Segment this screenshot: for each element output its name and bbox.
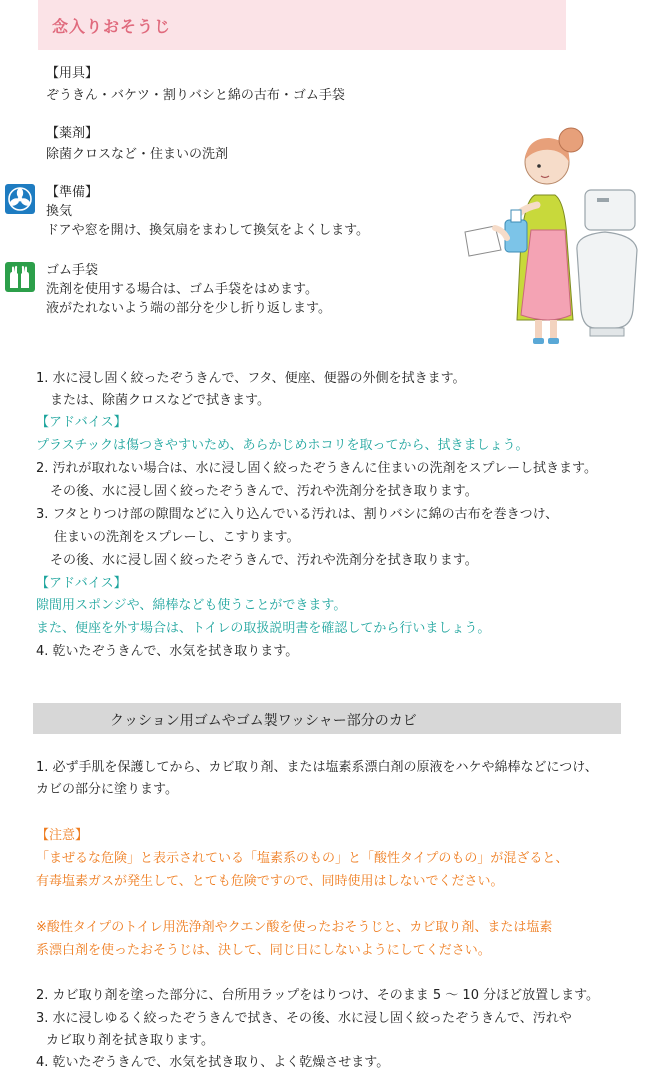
step-3a: 3. フタとりつけ部の隙間などに入り込んでいる汚れは、割りバシに綿の古布を巻きつけ、 [36,507,559,522]
mold-step-3a: 3. 水に浸しゆるく絞ったぞうきんで拭き、その後、水に浸し固く絞ったぞうきんで、汚れや [36,1011,572,1026]
gloves-title: ゴム手袋 [46,263,99,278]
advice-1-heading: 【アドバイス】 [36,415,127,430]
mold-step-3b: カビ取り剤を拭き取ります。 [46,1033,214,1048]
chemicals-items: 除菌クロスなど・住まいの洗剤 [46,147,229,162]
note-text-2: 系漂白剤を使ったおそうじは、決して、同じ日にしないようにしてください。 [36,943,491,958]
step-2a: 2. 汚れが取れない場合は、水に浸し固く絞ったぞうきんに住まいの洗剤をスプレーし拭きます。 [36,461,597,476]
gloves-text-1: 洗剤を使用する場合は、ゴム手袋をはめます。 [46,282,318,297]
section-title: クッション用ゴムやゴム製ワッシャー部分のカビ [110,713,417,729]
preparation-heading: 【準備】 [46,185,99,200]
advice-2-text-2: また、便座を外す場合は、トイレの取扱説明書を確認してから行いましょう。 [36,621,491,636]
caution-text-1: 「まぜるな危険」と表示されている「塩素系のもの」と「酸性タイプのもの」が混ざると、 [36,851,569,866]
mold-step-1b: カビの部分に塗ります。 [36,782,178,797]
step-4: 4. 乾いたぞうきんで、水気を拭き取ります。 [36,644,299,659]
caution-text-2: 有毒塩素ガスが発生して、とても危険ですので、同時使用はしないでください。 [36,874,504,889]
step-2b: その後、水に浸し固く絞ったぞうきんで、汚れや洗剤分を拭き取ります。 [50,484,478,499]
rubber-gloves-icon [5,262,35,292]
mold-step-1a: 1. 必ず手肌を保護してから、カビ取り剤、または塩素系漂白剤の原液をハケや綿棒などにつけ、 [36,760,598,775]
advice-2-text-1: 隙間用スポンジや、綿棒なども使うことができます。 [36,598,347,613]
ventilation-fan-icon [5,184,35,214]
step-3c: その後、水に浸し固く絞ったぞうきんで、汚れや洗剤分を拭き取ります。 [50,553,478,568]
advice-1-text: プラスチックは傷つきやすいため、あらかじめホコリを取ってから、拭きましょう。 [36,438,529,453]
step-1b: または、除菌クロスなどで拭きます。 [50,393,270,408]
caution-heading: 【注意】 [36,828,89,843]
note-text-1: ※酸性タイプのトイレ用洗浄剤やクエン酸を使ったおそうじと、カビ取り剤、または塩素 [36,920,553,935]
mold-step-2: 2. カビ取り剤を塗った部分に、台所用ラップをはりつけ、そのまま 5 ～ 10 分ほど放置します。 [36,988,600,1003]
page-title: 念入りおそうじ [52,17,172,36]
tools-heading: 【用具】 [46,66,99,81]
chemicals-heading: 【薬剤】 [46,126,99,141]
ventilation-title: 換気 [46,204,73,219]
advice-2-heading: 【アドバイス】 [36,576,127,591]
step-3b: 住まいの洗剤をスプレーし、こすります。 [54,530,300,545]
ventilation-text: ドアや窓を開け、換気扇をまわして換気をよくします。 [46,223,370,238]
gloves-text-2: 液がたれないよう端の部分を少し折り返します。 [46,301,331,316]
step-1a: 1. 水に浸し固く絞ったぞうきんで、フタ、便座、便器の外側を拭きます。 [36,371,466,386]
tools-items: ぞうきん・バケツ・割りバシと綿の古布・ゴム手袋 [46,88,345,103]
cleaning-woman-illustration [455,110,645,350]
mold-step-4: 4. 乾いたぞうきんで、水気を拭き取り、よく乾燥させます。 [36,1055,390,1070]
